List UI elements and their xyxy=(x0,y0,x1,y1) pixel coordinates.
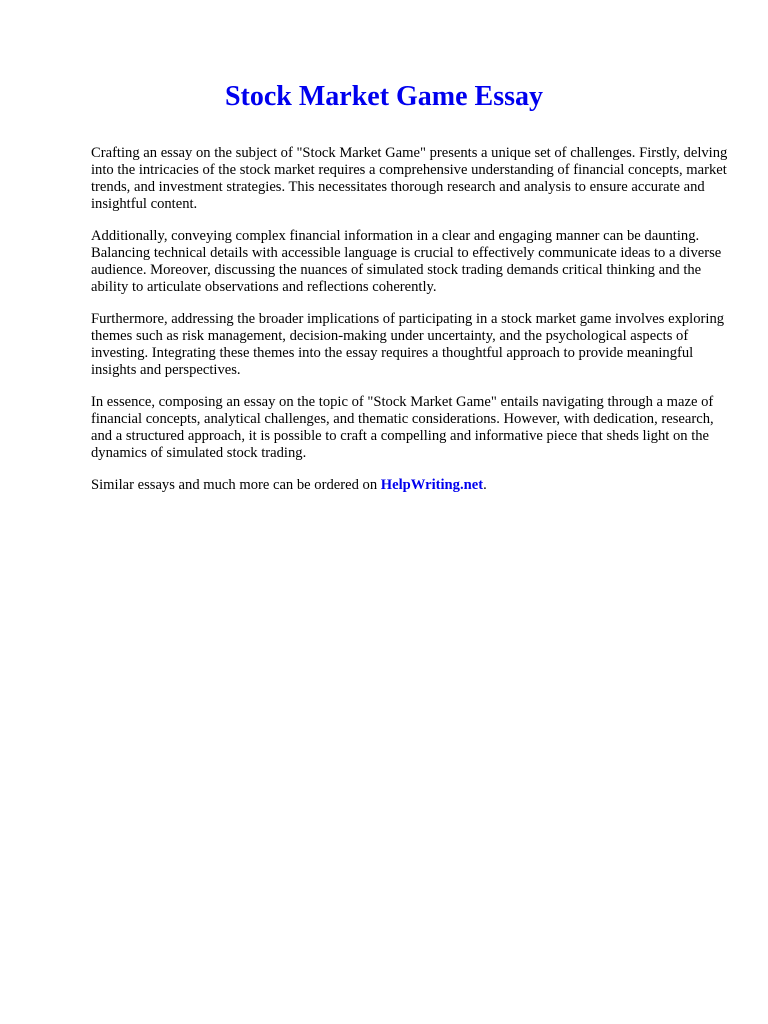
closing-suffix: . xyxy=(483,477,487,493)
closing-paragraph xyxy=(91,477,731,494)
paragraph-2: Additionally, conveying complex financial information in a clear and engaging manner can be daunting. Balancing technical details with accessible language is crucial to effectively communicate ideas to a diverse audience. Moreover, discussing the nuances of simulated stock trading demands critical thinking and the ability to articulate observations and reflections coherently. xyxy=(91,228,722,295)
paragraph-4: In essence, composing an essay on the topic of "Stock Market Game" entails navigating through a maze of financial concepts, analytical challenges, and thematic considerations. However, with dedication, research, and a structured approach, it is possible to craft a compelling and informative piece that sheds light on the dynamics of simulated stock trading. xyxy=(91,394,714,461)
paragraph-1: Crafting an essay on the subject of "Stock Market Game" presents a unique set of challenges. Firstly, delving into the intricacies of the stock market requires a comprehensive understanding of financial concepts, market trends, and investment strategies. This necessitates thorough research and analysis to ensure accurate and insightful content. xyxy=(91,145,728,212)
essay-body xyxy=(91,145,731,509)
helpwriting-link[interactable]: HelpWriting.net xyxy=(380,477,484,493)
closing-prefix: Similar essays and much more can be ordered on xyxy=(91,477,381,493)
paragraph-3: Furthermore, addressing the broader implications of participating in a stock market game involves exploring themes such as risk management, decision-making under uncertainty, and the psychological aspects of investing. Integrating these themes into the essay requires a thoughtful approach to provide meaningful insights and perspectives. xyxy=(91,311,725,378)
page-title: Stock Market Game Essay xyxy=(224,81,544,112)
